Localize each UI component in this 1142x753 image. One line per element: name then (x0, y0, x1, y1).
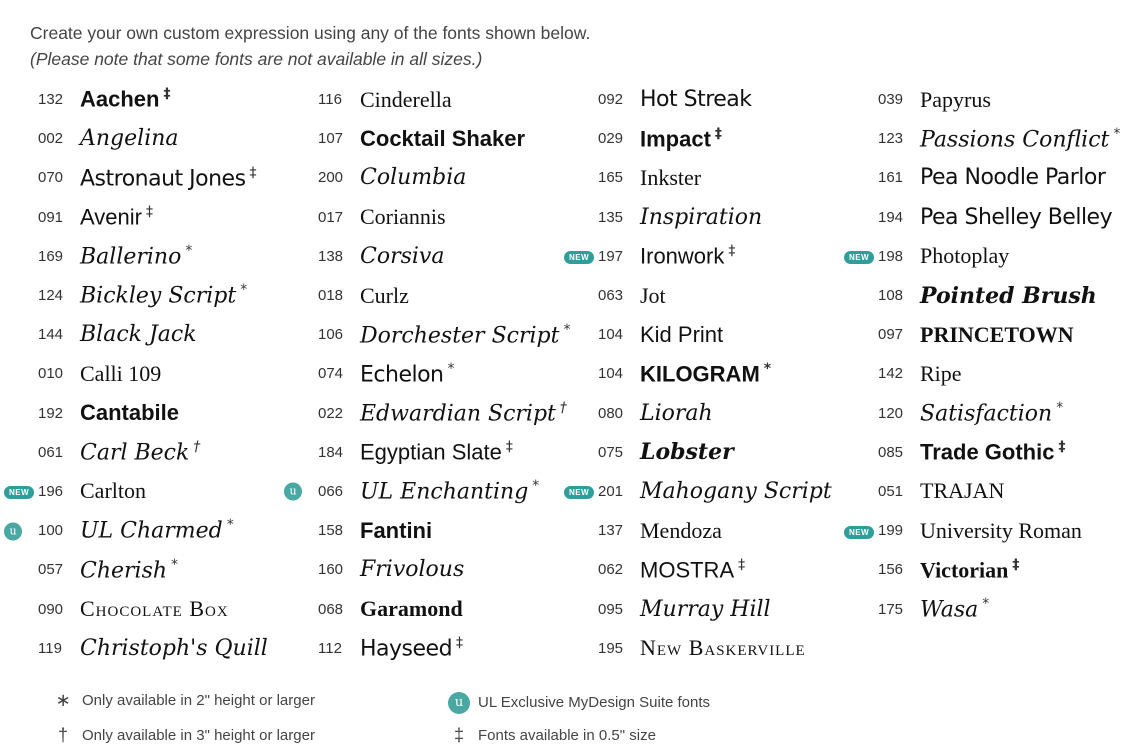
legend-text: Fonts available in 0.5" size (478, 727, 656, 744)
font-name: Mahogany Script (640, 478, 832, 504)
font-row (870, 198, 1142, 237)
font-sample (80, 322, 197, 347)
font-name: Bickley Script (80, 283, 237, 309)
font-code: 138 (318, 247, 344, 265)
font-row (590, 629, 862, 668)
font-code: 160 (318, 561, 344, 579)
font-name: Black Jack (80, 322, 197, 348)
availability-mark: * (171, 556, 179, 573)
font-row (870, 119, 1142, 158)
font-sample (640, 557, 745, 583)
font-name: Cantabile (80, 400, 180, 426)
font-name: Impact (640, 125, 711, 151)
font-row (590, 119, 862, 158)
availability-mark: ‡ (163, 86, 171, 103)
font-code: 169 (38, 247, 64, 265)
font-row (30, 394, 302, 433)
font-sample (360, 361, 454, 387)
font-row (590, 394, 862, 433)
availability-mark: * (763, 360, 772, 377)
font-row (590, 80, 862, 119)
font-sample (80, 361, 161, 387)
font-row (590, 433, 862, 472)
font-code: 116 (318, 91, 342, 109)
font-sample (360, 596, 463, 622)
legend-two-inch (50, 690, 315, 711)
font-name: Christoph's Quill (80, 635, 268, 661)
availability-mark: ‡ (1058, 439, 1066, 456)
font-row (310, 550, 582, 589)
font-sample (360, 283, 409, 309)
availability-mark: * (1113, 125, 1121, 142)
font-code: 200 (318, 169, 344, 187)
font-code: 120 (878, 404, 904, 422)
font-row (30, 550, 302, 589)
font-code: 062 (598, 561, 624, 579)
font-code: 017 (318, 208, 344, 226)
font-sample (640, 205, 762, 230)
new-badge: NEW (844, 251, 874, 264)
font-sample (640, 597, 771, 622)
font-sample (920, 243, 1009, 269)
font-sample (920, 478, 1004, 504)
font-sample (920, 518, 1082, 544)
font-name: Hot Streak (640, 87, 752, 113)
font-sample (360, 322, 570, 348)
font-code: 074 (318, 365, 344, 383)
font-code: 192 (38, 404, 64, 422)
font-sample (80, 126, 179, 151)
font-row (590, 198, 862, 237)
font-code: 097 (878, 326, 904, 344)
font-column (569, 80, 862, 668)
asterisk-symbol: ∗ (55, 690, 71, 710)
font-code: 175 (878, 600, 904, 618)
availability-mark: ‡ (456, 635, 463, 652)
font-row (590, 354, 862, 393)
font-sample (640, 322, 723, 348)
font-code: 199 (878, 522, 904, 540)
font-name: TRAJAN (920, 478, 1005, 504)
font-sample (80, 400, 179, 426)
font-row (310, 589, 582, 628)
font-sample (360, 635, 463, 661)
double-dagger-symbol: ‡ (453, 725, 464, 745)
font-name: Carl Beck (80, 440, 190, 466)
dagger-symbol: † (57, 725, 68, 745)
font-column (9, 80, 302, 668)
availability-mark: ‡ (505, 439, 513, 456)
font-name: Avenir (80, 204, 142, 230)
font-name: KILOGRAM (640, 361, 760, 387)
font-name: Inkster (640, 164, 702, 190)
font-row (849, 237, 1142, 276)
font-name: Angelina (80, 126, 179, 152)
font-row (30, 119, 302, 158)
font-name: Hayseed (360, 636, 453, 662)
intro-note: (Please note that some fonts are not available in all sizes.) (30, 49, 483, 69)
font-row (30, 433, 302, 472)
font-name: Coriannis (360, 204, 446, 230)
intro-line: Create your own custom expression using any of the fonts shown below. (30, 23, 591, 43)
availability-mark: * (226, 517, 234, 534)
font-name: Papyrus (920, 86, 991, 112)
font-sample (920, 283, 1097, 309)
font-code: 112 (318, 639, 342, 657)
font-sample (640, 439, 734, 465)
font-row (30, 158, 302, 197)
availability-mark: * (982, 595, 990, 612)
font-name: Cinderella (360, 86, 452, 112)
font-row (30, 315, 302, 354)
font-code: 051 (878, 482, 904, 500)
font-code: 104 (598, 365, 624, 383)
font-row (590, 589, 862, 628)
font-name: Cocktail Shaker (360, 125, 526, 151)
font-code: 068 (318, 600, 344, 618)
font-row (849, 511, 1142, 550)
legend-text: Only available in 2" height or larger (82, 692, 315, 709)
legend-half-inch (446, 725, 656, 746)
font-sample (360, 439, 513, 465)
font-name: Garamond (360, 596, 463, 622)
font-code: 161 (878, 169, 904, 187)
font-name: Echelon (360, 362, 444, 388)
font-sample (80, 204, 153, 230)
availability-mark: † (193, 439, 201, 456)
font-row (569, 237, 862, 276)
font-code: 124 (38, 287, 64, 305)
font-sample (80, 557, 178, 583)
font-row (30, 80, 302, 119)
font-code: 090 (38, 600, 64, 618)
font-sample (640, 361, 771, 387)
font-code: 156 (878, 561, 904, 579)
font-code: 197 (598, 247, 624, 265)
font-name: Calli 109 (80, 360, 162, 386)
font-name: Murray Hill (640, 596, 771, 622)
font-row (870, 158, 1142, 197)
intro (30, 20, 590, 72)
font-sample (640, 479, 832, 504)
font-column (849, 80, 1142, 629)
availability-mark: * (447, 360, 454, 377)
font-row (870, 589, 1142, 628)
availability-mark: * (563, 321, 571, 338)
font-code: 029 (598, 130, 624, 148)
font-row (870, 315, 1142, 354)
font-sample (920, 596, 989, 622)
font-row (310, 198, 582, 237)
font-name: Chocolate Box (80, 596, 229, 622)
font-row (30, 589, 302, 628)
availability-mark: ‡ (738, 556, 746, 573)
font-sample (920, 322, 1074, 348)
font-row (9, 511, 302, 550)
font-name: Fantini (360, 517, 433, 543)
font-sample (920, 557, 1019, 583)
font-code: 070 (38, 169, 64, 187)
font-code: 022 (318, 404, 344, 422)
font-code: 061 (38, 443, 64, 461)
font-row (590, 315, 862, 354)
font-sample (80, 165, 256, 191)
font-code: 106 (318, 326, 344, 344)
font-sample (920, 400, 1063, 426)
font-sample (920, 205, 1112, 230)
font-row (310, 237, 582, 276)
font-sample (80, 636, 268, 661)
font-sample (360, 518, 432, 544)
font-name: Trade Gothic (920, 439, 1055, 465)
font-name: Corsiva (360, 243, 445, 269)
font-code: 002 (38, 130, 64, 148)
font-sample (920, 361, 962, 387)
availability-mark: ‡ (145, 203, 153, 220)
font-row (30, 276, 302, 315)
font-sample (640, 165, 701, 191)
font-code: 066 (318, 482, 344, 500)
ul-badge-icon: u (446, 690, 472, 714)
font-name: Jot (640, 282, 666, 308)
font-name: University Roman (920, 517, 1082, 543)
font-sample (920, 439, 1065, 465)
font-sample (360, 165, 466, 190)
font-sample (80, 517, 234, 543)
font-code: 092 (598, 91, 624, 109)
new-badge: NEW (564, 486, 594, 499)
font-name: Dorchester Script (360, 322, 560, 348)
font-code: 057 (38, 561, 64, 579)
availability-mark: ‡ (249, 164, 257, 181)
font-row (590, 276, 862, 315)
font-code: 018 (318, 287, 344, 305)
font-name: Cherish (80, 558, 168, 583)
font-row (30, 629, 302, 668)
font-name: Frivolous (360, 557, 465, 583)
font-row (310, 119, 582, 158)
font-code: 144 (38, 326, 64, 344)
font-code: 123 (878, 130, 904, 148)
font-row (590, 550, 862, 589)
font-name: Ripe (920, 360, 962, 386)
font-sample (640, 243, 735, 269)
availability-mark: * (185, 243, 193, 260)
font-row (310, 276, 582, 315)
font-name: Ballerino (80, 244, 182, 270)
font-sample (360, 244, 444, 269)
font-code: 095 (598, 600, 624, 618)
font-name: Pointed Brush (920, 282, 1097, 309)
font-code: 085 (878, 443, 904, 461)
font-code: 108 (878, 287, 904, 305)
legend-ul-exclusive (446, 690, 710, 714)
font-name: New Baskerville (640, 635, 806, 661)
font-name: Liorah (640, 400, 713, 426)
font-name: Egyptian Slate (360, 439, 502, 465)
font-row (310, 354, 582, 393)
font-row (590, 158, 862, 197)
font-row (30, 237, 302, 276)
font-row (569, 472, 862, 511)
font-row (870, 276, 1142, 315)
legend-text: UL Exclusive MyDesign Suite fonts (478, 693, 711, 711)
font-sample (360, 126, 525, 152)
font-sample (640, 401, 713, 426)
ul-exclusive-icon: u (284, 483, 302, 501)
font-name: Satisfaction (920, 401, 1053, 427)
font-row (289, 472, 582, 511)
font-row (310, 315, 582, 354)
availability-mark: * (1056, 399, 1064, 416)
font-row (590, 511, 862, 550)
font-name: Carlton (80, 478, 146, 504)
font-sample (640, 635, 806, 661)
font-code: 010 (38, 365, 64, 383)
font-row (870, 433, 1142, 472)
font-row (310, 80, 582, 119)
legend-text: Only available in 3" height or larger (82, 727, 315, 744)
availability-mark: ‡ (728, 243, 736, 260)
font-name: Aachen (80, 86, 160, 112)
font-code: 135 (598, 208, 624, 226)
font-sample (360, 557, 464, 582)
new-badge: NEW (844, 526, 874, 539)
font-row (870, 394, 1142, 433)
font-code: 137 (598, 522, 624, 540)
font-sample (360, 87, 452, 113)
font-row (310, 511, 582, 550)
font-code: 091 (38, 208, 64, 226)
font-sample (640, 126, 722, 152)
font-sample (920, 165, 1105, 190)
font-name: Ironwork (640, 243, 725, 269)
font-code: 132 (38, 91, 64, 109)
font-name: Inspiration (640, 204, 763, 230)
font-sample (360, 204, 446, 230)
font-sample (640, 518, 722, 544)
font-code: 075 (598, 443, 624, 461)
font-sample (80, 243, 192, 269)
font-sample (920, 87, 991, 113)
font-column (289, 80, 582, 668)
ul-exclusive-icon: u (4, 522, 22, 540)
font-row (870, 80, 1142, 119)
font-code: 104 (598, 326, 624, 344)
new-badge: NEW (564, 251, 594, 264)
availability-mark: * (240, 282, 248, 299)
font-name: Curlz (360, 282, 409, 308)
font-row (310, 433, 582, 472)
font-sample (640, 283, 666, 309)
font-name: Astronaut Jones (80, 166, 246, 192)
font-name: UL Charmed (80, 518, 223, 544)
font-name: Pea Shelley Belley (920, 204, 1113, 230)
font-name: Pea Noodle Parlor (920, 165, 1106, 191)
font-row (870, 354, 1142, 393)
font-sample (80, 478, 146, 504)
font-code: 201 (598, 482, 624, 500)
font-sample (360, 478, 539, 504)
font-sample (640, 87, 752, 112)
font-name: Photoplay (920, 243, 1010, 269)
font-name: UL Enchanting (360, 479, 529, 505)
availability-mark: * (532, 478, 540, 495)
font-sample (80, 596, 229, 622)
font-sample (80, 86, 170, 112)
font-sample (80, 439, 200, 465)
font-row (870, 550, 1142, 589)
availability-mark: ‡ (714, 125, 722, 142)
font-sample (360, 400, 567, 426)
font-name: Edwardian Script (360, 401, 556, 427)
font-code: 196 (38, 482, 64, 500)
font-row (310, 158, 582, 197)
font-code: 195 (598, 639, 624, 657)
font-name: MOSTRA (640, 557, 735, 582)
font-code: 198 (878, 247, 904, 265)
font-name: Passions Conflict (920, 126, 1110, 152)
font-name: Lobster (640, 439, 734, 466)
font-row (870, 472, 1142, 511)
font-code: 142 (878, 365, 904, 383)
font-row (310, 629, 582, 668)
font-code: 194 (878, 208, 904, 226)
font-row (310, 394, 582, 433)
font-code: 184 (318, 443, 344, 461)
legend-three-inch (50, 725, 315, 746)
availability-mark: ‡ (1012, 556, 1020, 573)
font-row (9, 472, 302, 511)
font-name: PRINCETOWN (920, 321, 1074, 347)
font-name: Victorian (920, 557, 1009, 582)
font-code: 039 (878, 91, 904, 109)
font-row (30, 198, 302, 237)
font-name: Columbia (360, 165, 467, 191)
font-sample (920, 126, 1120, 152)
font-row (30, 354, 302, 393)
font-name: Kid Print (640, 321, 724, 347)
font-name: Wasa (920, 597, 979, 623)
font-code: 063 (598, 287, 624, 305)
availability-mark: † (559, 399, 567, 416)
font-code: 165 (598, 169, 624, 187)
font-sample (80, 282, 247, 308)
font-code: 080 (598, 404, 624, 422)
font-code: 100 (38, 522, 64, 540)
font-code: 107 (318, 130, 344, 148)
font-name: Mendoza (640, 517, 722, 543)
new-badge: NEW (4, 486, 34, 499)
font-code: 119 (38, 639, 62, 657)
font-code: 158 (318, 522, 344, 540)
